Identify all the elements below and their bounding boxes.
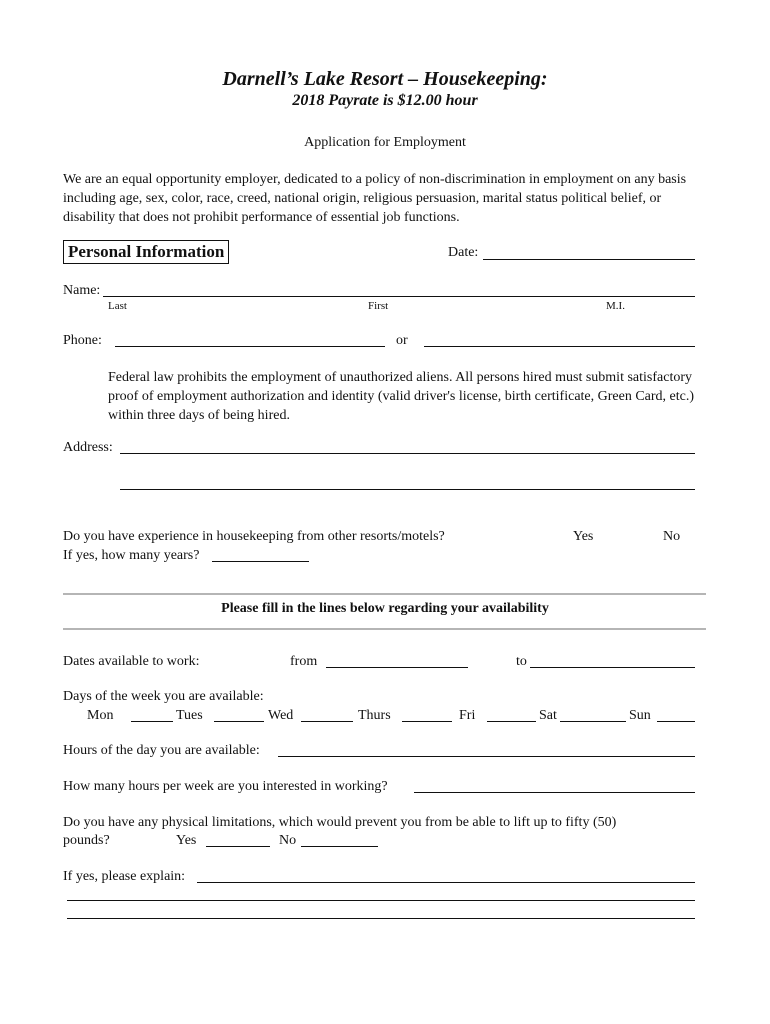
federal-law-notice: Federal law prohibits the employment of unauthorized aliens. All persons hired must submit satisfactory proof of employment authorization and identity (valid driver's license, birth certificate, Green Card, etc.) within three days of being hired.: [108, 370, 695, 423]
name-first-caption: First: [368, 300, 389, 312]
dates-to-field[interactable]: [530, 667, 695, 668]
physical-question: Do you have any physical limitations, which would prevent you from be able to lift up to fifty (50): [63, 815, 617, 830]
day-sat-field[interactable]: [560, 721, 626, 722]
explain-field-line1[interactable]: [197, 882, 695, 883]
name-label: Name:: [63, 283, 101, 298]
day-thurs-label: Thurs: [358, 708, 391, 723]
explain-label: If yes, please explain:: [63, 869, 186, 884]
dates-to-label: to: [516, 654, 527, 669]
hours-week-field[interactable]: [414, 792, 695, 793]
experience-years-label: If yes, how many years?: [63, 548, 200, 563]
dates-from-field[interactable]: [326, 667, 468, 668]
physical-no-label: No: [279, 833, 297, 848]
physical-no-field[interactable]: [301, 846, 378, 847]
day-wed-label: Wed: [268, 708, 294, 723]
day-fri-label: Fri: [459, 708, 476, 723]
availability-top-rule: [63, 593, 706, 595]
eeo-statement: We are an equal opportunity employer, dedicated to a policy of non-discrimination in employment on any basis including age, sex, color, race, creed, national origin, religious persuasion, marital status political belief, or disability that does not prohibit performance of essential job functions.: [63, 172, 687, 225]
phone-label: Phone:: [63, 333, 102, 348]
name-mi-caption: M.I.: [606, 300, 625, 312]
date-field[interactable]: [483, 259, 695, 260]
experience-no-option[interactable]: No: [663, 529, 681, 544]
days-available-label: Days of the week you are available:: [63, 689, 264, 704]
document-title: Darnell’s Lake Resort – Housekeeping:: [222, 68, 548, 90]
day-mon-label: Mon: [87, 708, 114, 723]
availability-bottom-rule: [63, 628, 706, 630]
payrate-subtitle: 2018 Payrate is $12.00 hour: [292, 92, 478, 109]
experience-years-field[interactable]: [212, 561, 309, 562]
phone-field-alternate[interactable]: [424, 346, 695, 347]
address-field-line1[interactable]: [120, 453, 695, 454]
hours-day-label: Hours of the day you are available:: [63, 743, 260, 758]
personal-info-heading: Personal Information: [63, 240, 229, 264]
phone-or-label: or: [396, 333, 408, 348]
day-fri-field[interactable]: [487, 721, 536, 722]
day-thurs-field[interactable]: [402, 721, 452, 722]
day-tues-label: Tues: [176, 708, 203, 723]
day-wed-field[interactable]: [301, 721, 353, 722]
physical-yes-field[interactable]: [206, 846, 270, 847]
phone-field-primary[interactable]: [115, 346, 385, 347]
availability-heading: Please fill in the lines below regarding your availability: [221, 601, 549, 616]
form-subtitle: Application for Employment: [304, 135, 466, 150]
name-field[interactable]: [103, 296, 695, 297]
address-label: Address:: [63, 440, 113, 455]
address-field-line2[interactable]: [120, 489, 695, 490]
day-mon-field[interactable]: [131, 721, 173, 722]
physical-question-cont: pounds?: [63, 833, 110, 848]
experience-yes-option[interactable]: Yes: [573, 529, 594, 544]
explain-field-line3[interactable]: [67, 918, 695, 919]
dates-available-label: Dates available to work:: [63, 654, 200, 669]
physical-yes-label: Yes: [176, 833, 197, 848]
hours-week-label: How many hours per week are you interested in working?: [63, 779, 388, 794]
hours-day-field[interactable]: [278, 756, 695, 757]
day-tues-field[interactable]: [214, 721, 264, 722]
explain-field-line2[interactable]: [67, 900, 695, 901]
date-label: Date:: [448, 245, 479, 260]
experience-question: Do you have experience in housekeeping from other resorts/motels?: [63, 529, 445, 544]
day-sat-label: Sat: [539, 708, 557, 723]
dates-from-label: from: [290, 654, 318, 669]
day-sun-label: Sun: [629, 708, 651, 723]
day-sun-field[interactable]: [657, 721, 695, 722]
name-last-caption: Last: [108, 300, 127, 312]
